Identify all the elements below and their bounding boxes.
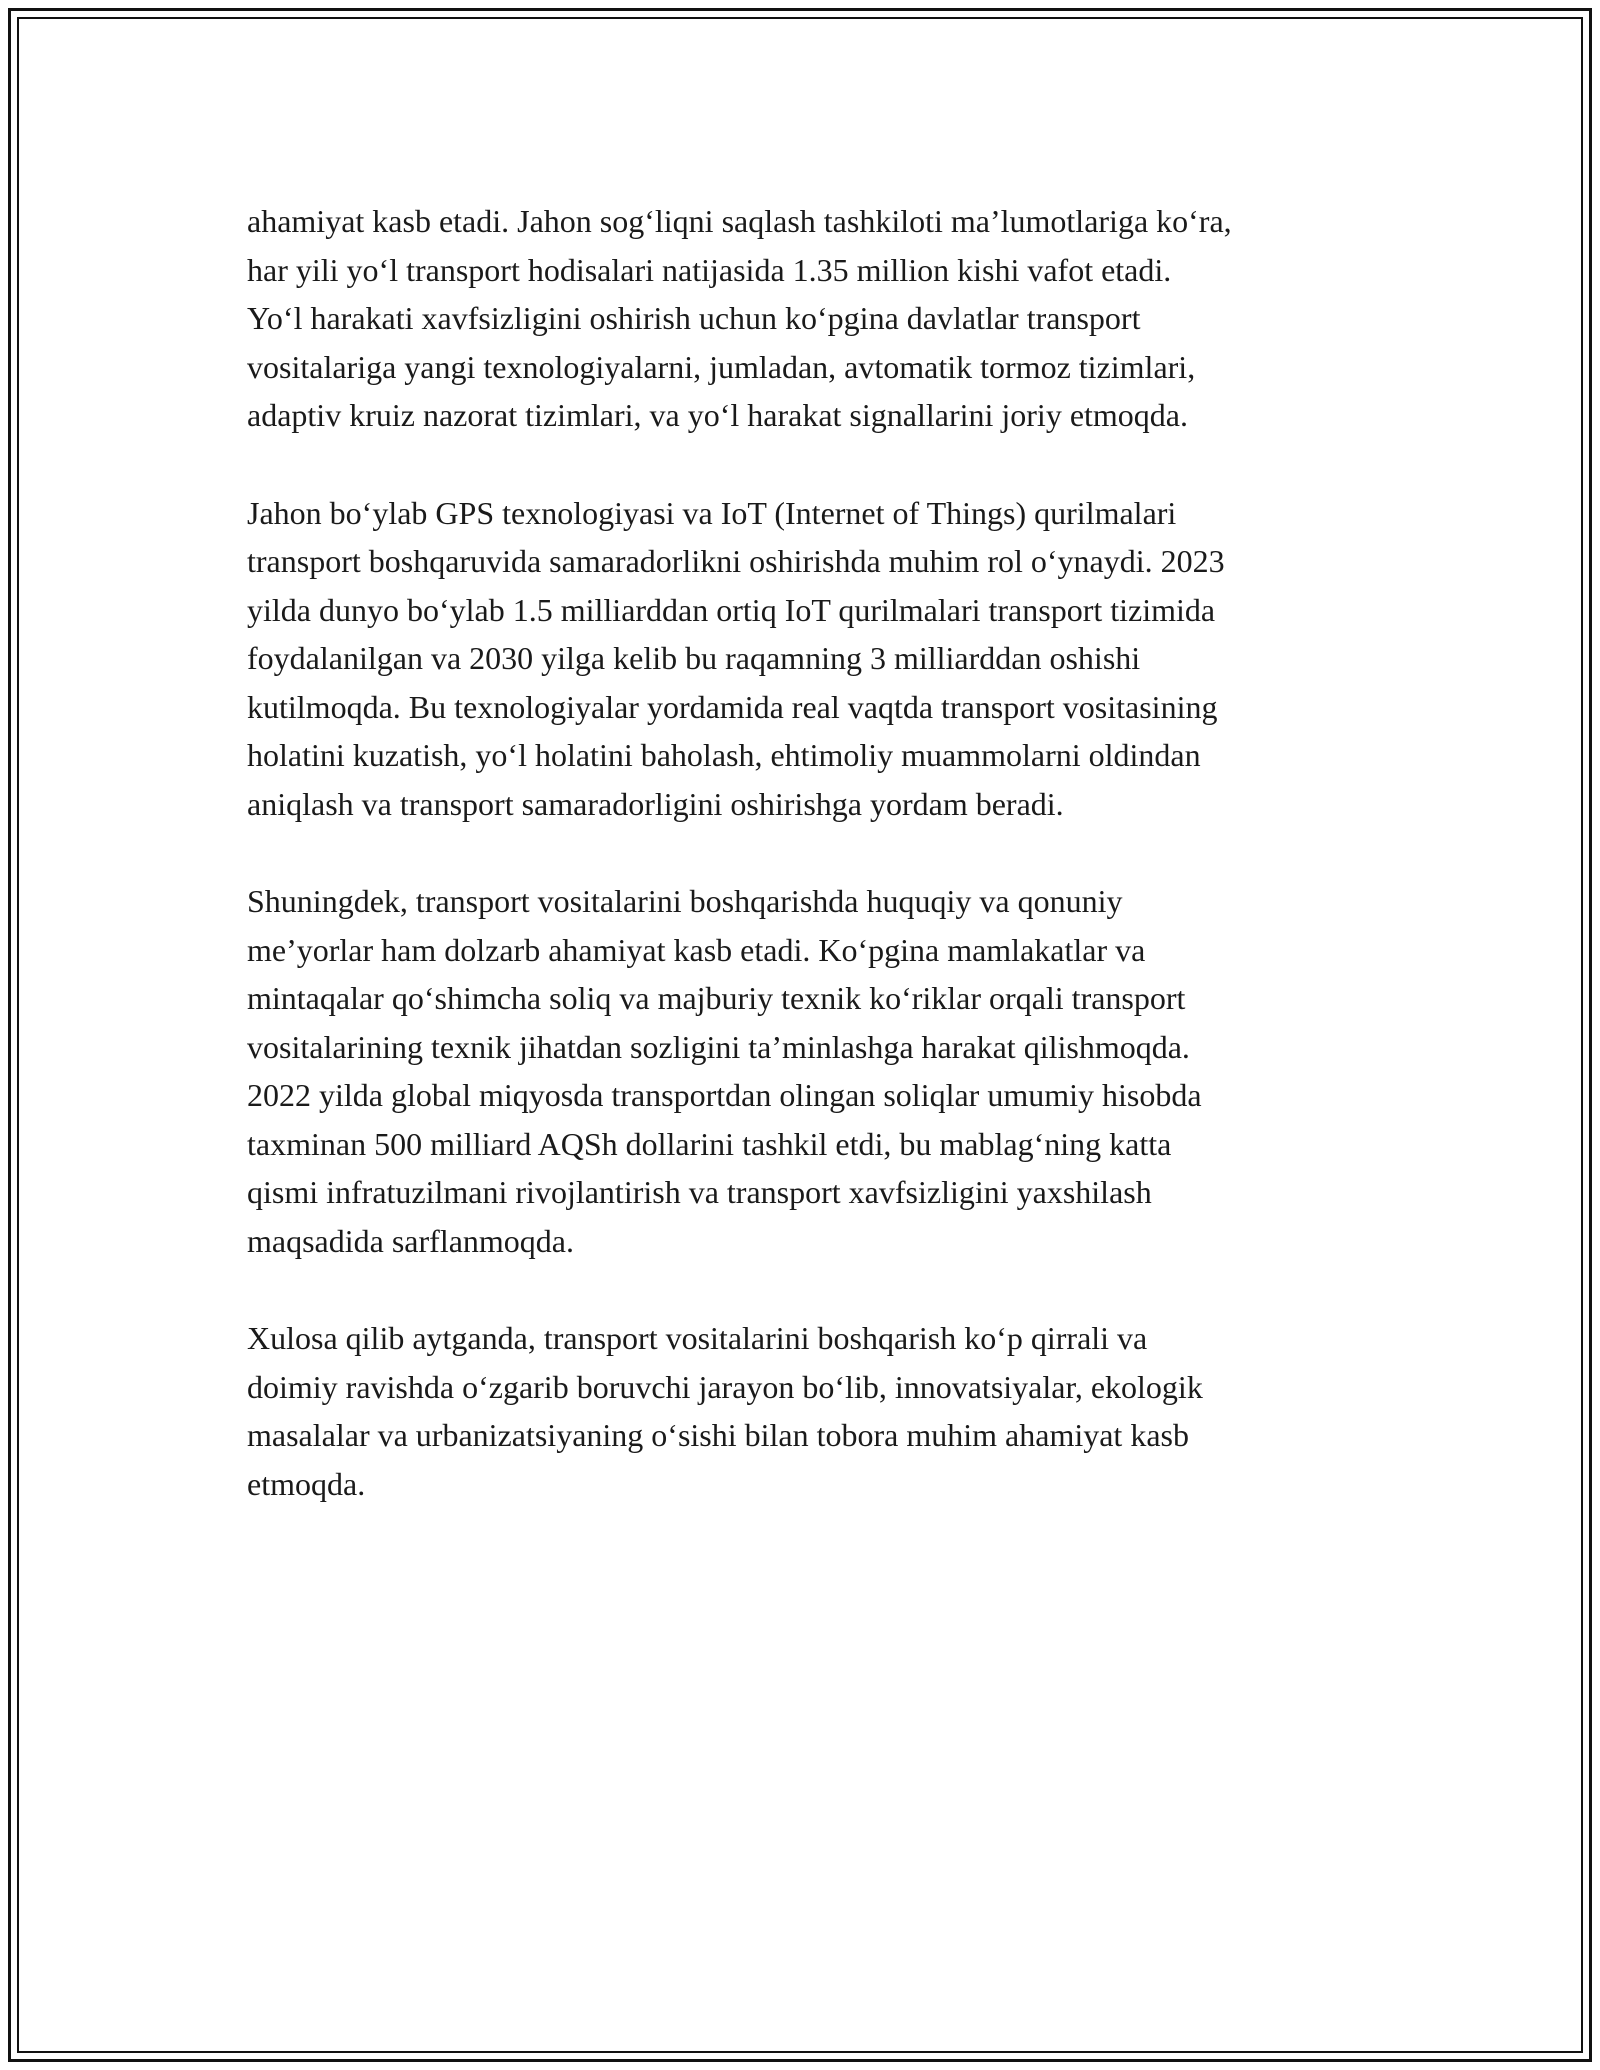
text-line: taxminan 500 milliard AQSh dollarini tashkil etdi, bu mablag‘ning katta xyxy=(247,1125,1172,1162)
text-line: kutilmoqda. Bu texnologiyalar yordamida real vaqtda transport vositasining xyxy=(247,688,1218,725)
text-line: me’yorlar ham dolzarb ahamiyat kasb etadi. Ko‘pgina mamlakatlar va xyxy=(247,931,1146,968)
text-line: masalalar va urbanizatsiyaning o‘sishi bilan tobora muhim ahamiyat kasb xyxy=(247,1417,1189,1453)
text-line: mintaqalar qo‘shimcha soliq va majburiy texnik ko‘riklar orqali transport xyxy=(247,980,1186,1016)
text-line: vositalariga yangi texnologiyalarni, jumladan, avtomatik tormoz tizimlari, xyxy=(247,348,1196,385)
text-line: maqsadida sarflanmoqda. xyxy=(247,1222,574,1259)
text-line: har yili yo‘l transport hodisalari natijasida 1.35 million kishi vafot etadi. xyxy=(247,251,1172,288)
document-body xyxy=(247,197,1387,1557)
paragraph-road-safety xyxy=(247,197,1387,440)
text-line: 2022 yilda global miqyosda transportdan olingan soliqlar umumiy hisobda xyxy=(247,1077,1202,1113)
text-line: yilda dunyo bo‘ylab 1.5 milliarddan ortiq IoT qurilmalari transport tizimida xyxy=(247,591,1216,628)
text-line: transport boshqaruvida samaradorlikni oshirishda muhim rol o‘ynaydi. 2023 xyxy=(247,543,1225,579)
text-line: Yo‘l harakati xavfsizligini oshirish uchun ko‘pgina davlatlar transport xyxy=(247,300,1141,336)
text-line: ahamiyat kasb etadi. Jahon sog‘liqni saqlash tashkiloti ma’lumotlariga ko‘ra, xyxy=(247,203,1232,239)
paragraph-legal-regulation xyxy=(247,877,1387,1265)
text-line: Xulosa qilib aytganda, transport vositalarini boshqarish ko‘p qirrali va xyxy=(247,1320,1148,1356)
text-line: holatini kuzatish, yo‘l holatini baholash, ehtimoliy muammolarni oldindan xyxy=(247,737,1201,773)
text-line: doimiy ravishda o‘zgarib boruvchi jarayon bo‘lib, innovatsiyalar, ekologik xyxy=(247,1368,1203,1405)
paragraph-conclusion xyxy=(247,1314,1387,1508)
text-line: adaptiv kruiz nazorat tizimlari, va yo‘l harakat signallarini joriy etmoqda. xyxy=(247,397,1188,433)
text-line: Shuningdek, transport vositalarini boshqarishda huquqiy va qonuniy xyxy=(247,883,1123,919)
paragraph-gps-iot xyxy=(247,489,1387,829)
text-line: foydalanilgan va 2030 yilga kelib bu raqamning 3 milliarddan oshishi xyxy=(247,640,1141,676)
text-line: vositalarining texnik jihatdan sozligini ta’minlashga harakat qilishmoqda. xyxy=(247,1028,1190,1065)
text-line: etmoqda. xyxy=(247,1465,366,1502)
text-line: aniqlash va transport samaradorligini oshirishga yordam beradi. xyxy=(247,785,1064,822)
text-line: qismi infratuzilmani rivojlantirish va transport xavfsizligini yaxshilash xyxy=(247,1174,1152,1210)
page-frame xyxy=(8,8,1592,2062)
text-line: Jahon bo‘ylab GPS texnologiyasi va IoT (Internet of Things) qurilmalari xyxy=(247,494,1177,531)
